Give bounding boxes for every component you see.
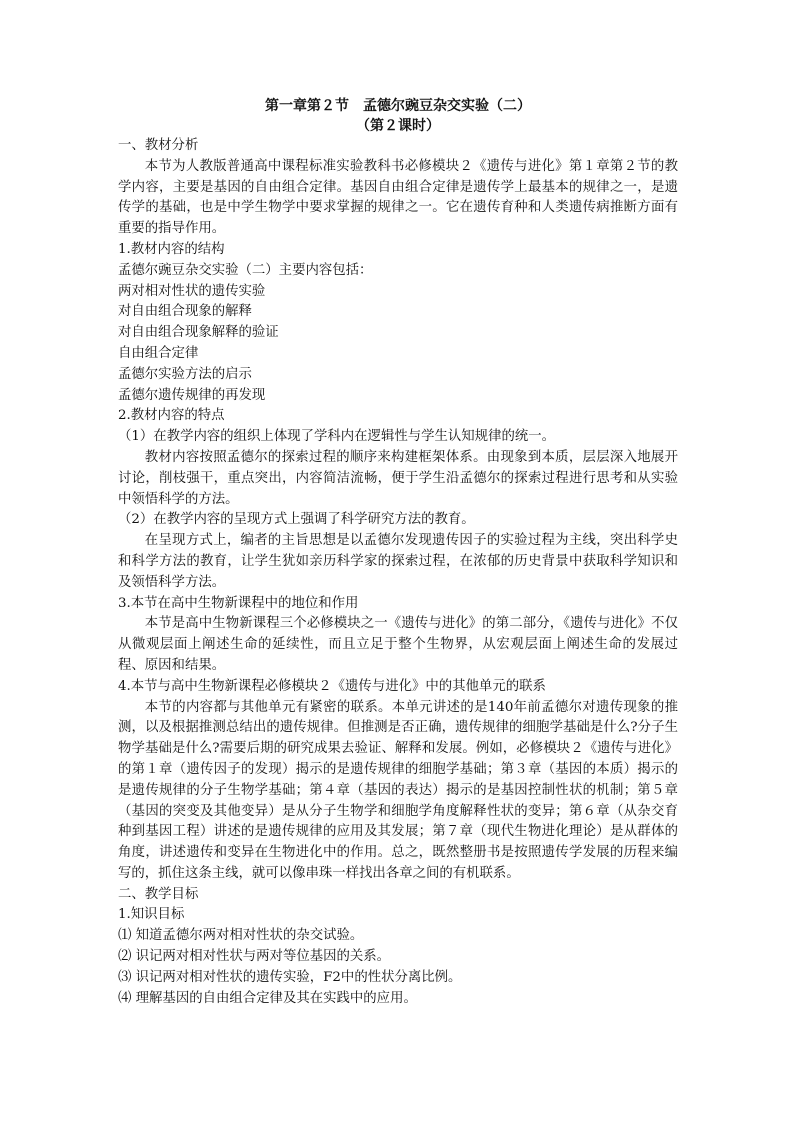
list-item: 对自由组合现象解释的验证 xyxy=(118,325,279,341)
goal-item: ⑴ 知道孟德尔两对相对性状的杂交试验。 xyxy=(118,928,364,944)
feature-2-paragraph: 在呈现方式上，编者的主旨思想是以孟德尔发现遗传因子的实验过程为主线，突出科学史和科学方法的教育，让学生犹如亲历科学家的探索过程，在浓郁的历史背景中获取科学知识和及领悟科学方法。 xyxy=(118,533,678,590)
section-heading-2: 二、教学目标 xyxy=(118,886,199,902)
subheading-position: 3.本节在高中生物新课程中的地位和作用 xyxy=(118,595,359,611)
subheading-relations: 4.本节与高中生物新课程必修模块２《遗传与进化》中的其他单元的联系 xyxy=(118,678,546,694)
feature-2-heading: （2）在教学内容的呈现方式上强调了科学研究方法的教育。 xyxy=(118,512,475,528)
relations-paragraph: 本节的内容都与其他单元有紧密的联系。本单元讲述的是140年前孟德尔对遗传现象的推测，以及根据推测总结出的遗传规律。但推测是否正确，遗传规律的细胞学基础是什么?分子生物学基础是什么?需要后期的研究成果去验证、解释和发展。例如，必修模块２《遗传与进化》的第１章（遗传因子的发现）揭示的是遗传规律的细胞学基础；第３章（基因的本质）揭示的是遗传规律的分子生物学基础；第４章（基因的表达）揭示的是基因控制性状的机制；第５章（基因的突变及其他变异）是从分子生物学和细胞学角度解释性状的变异；第６章（从杂交育种到基因工程）讲述的是遗传规律的应用及其发展；第７章（现代生物进化理论）是从群体的角度，讲述遗传和变异在生物进化中的作用。总之，既然整册书是按照遗传学发展的历程来编写的，抓住这条主线，就可以像串珠一样找出各章之间的有机联系。 xyxy=(118,699,678,881)
list-item: 对自由组合现象的解释 xyxy=(118,304,252,320)
list-item: 孟德尔遗传规律的再发现 xyxy=(118,387,266,403)
document-title: 第一章第２节 孟德尔豌豆杂交实验（二） xyxy=(265,98,531,114)
position-paragraph: 本节是高中生物新课程三个必修模块之一《遗传与进化》的第二部分，《遗传与进化》不仅从微观层面上阐述生命的延续性，而且立足于整个生物界，从宏观层面上阐述生命的发展过程、原因和结果。 xyxy=(118,616,678,673)
structure-intro: 孟德尔豌豆杂交实验（二）主要内容包括： xyxy=(118,262,373,278)
goal-item: ⑶ 识记两对相对性状的遗传实验，F2中的性状分离比例。 xyxy=(118,969,462,985)
document-page xyxy=(118,96,678,1009)
paragraph-intro: 本节为人教版普通高中课程标准实验教科书必修模块２《遗传与进化》第１章第２节的教学内容，主要是基因的自由组合定律。基因自由组合定律是遗传学上最基本的规律之一，是遗传学的基础，也是中学生物学中要求掌握的规律之一。它在遗传育种和人类遗传病推断方面有重要的指导作用。 xyxy=(118,158,678,237)
goal-item: ⑷ 理解基因的自由组合定律及其在实践中的应用。 xyxy=(118,990,417,1006)
subheading-structure: 1.教材内容的结构 xyxy=(118,241,225,257)
list-item: 两对相对性状的遗传实验 xyxy=(118,283,266,299)
subheading-knowledge-goals: 1.知识目标 xyxy=(118,907,185,923)
feature-1-heading: （1）在教学内容的组织上体现了学科内在逻辑性与学生认知规律的统一。 xyxy=(118,429,556,445)
section-heading-1: 一、教材分析 xyxy=(118,138,199,153)
feature-1-paragraph: 教材内容按照孟德尔的探索过程的顺序来构建框架体系。由现象到本质，层层深入地展开讨论，削枝强干，重点突出，内容简洁流畅，便于学生沿孟德尔的探索过程进行思考和从实验中领悟科学的方法。 xyxy=(118,449,678,507)
document-subtitle: （第２课时） xyxy=(356,118,440,134)
list-item: 自由组合定律 xyxy=(118,345,199,361)
subheading-features: 2.教材内容的特点 xyxy=(118,408,225,424)
list-item: 孟德尔实验方法的启示 xyxy=(118,366,252,382)
goal-item: ⑵ 识记两对相对性状与两对等位基因的关系。 xyxy=(118,949,391,965)
